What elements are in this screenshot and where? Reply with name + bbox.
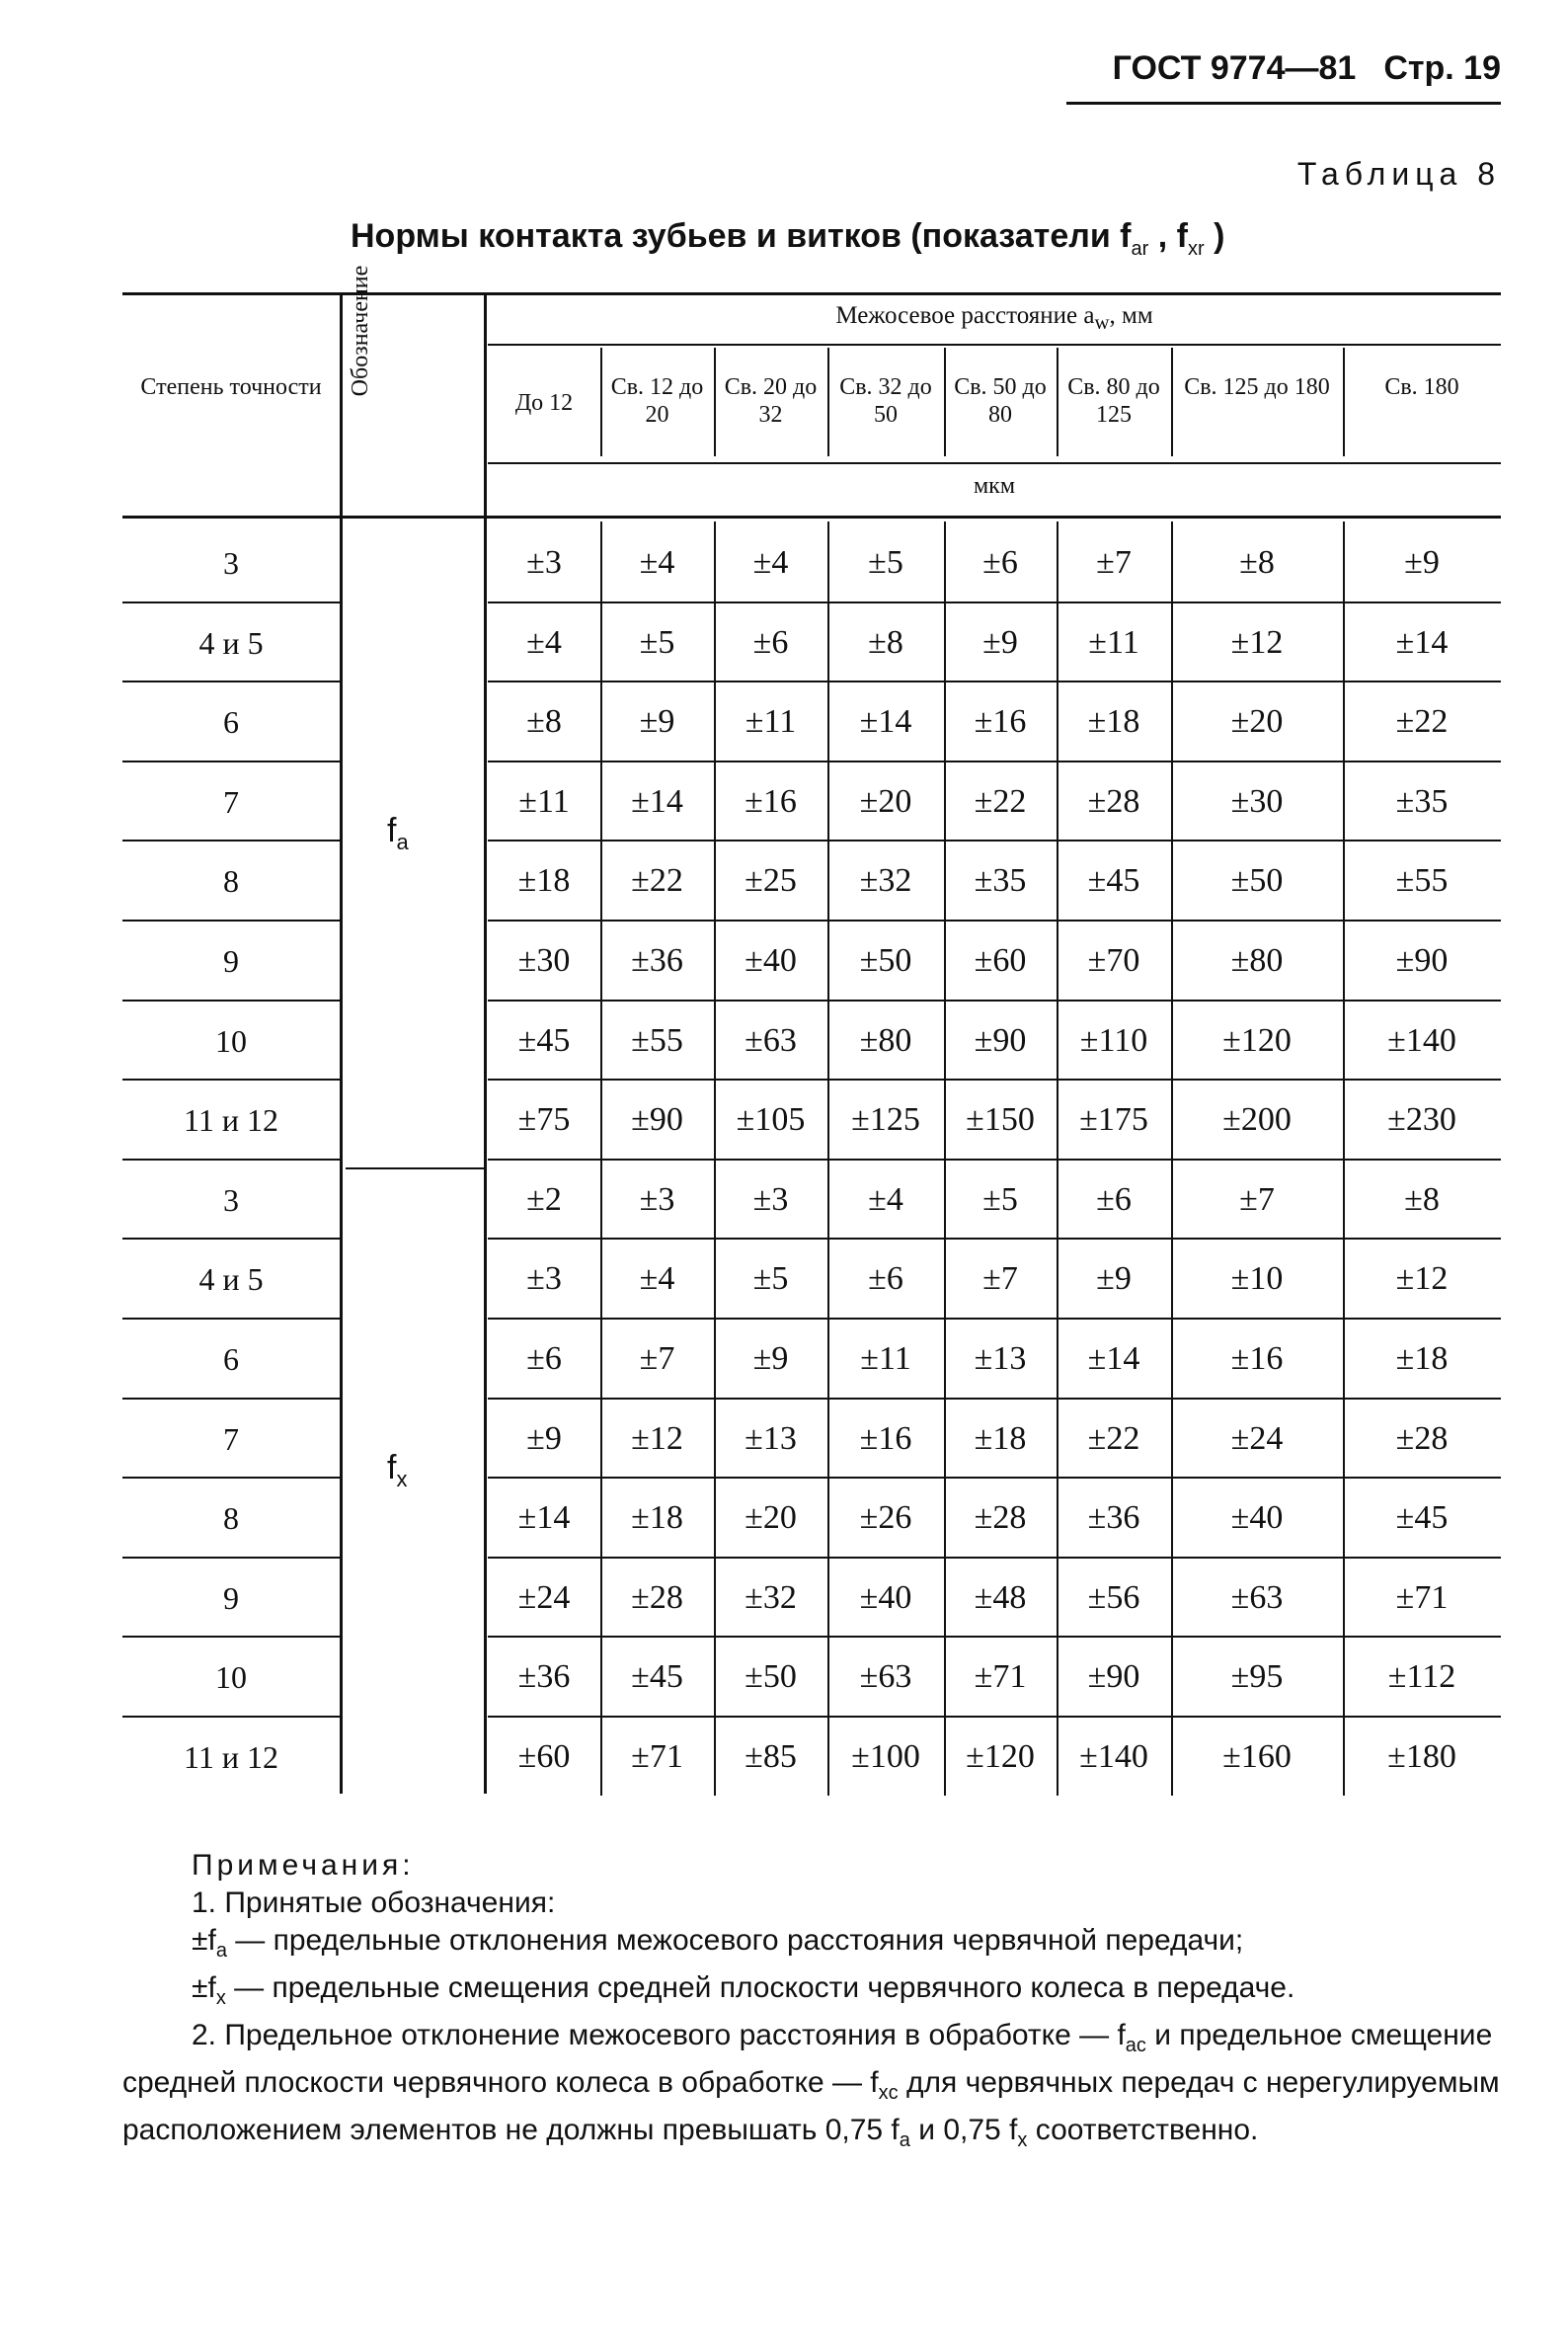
note-2-sub1: ac — [1125, 2035, 1146, 2056]
value-cell: ±14 — [1395, 623, 1449, 661]
page-number: Стр. 19 — [1383, 49, 1501, 87]
range-header: До 12 — [514, 390, 574, 416]
value-cell: ±36 — [631, 942, 683, 979]
note-1-a-sub: a — [215, 1940, 227, 1962]
value-cell: ±45 — [1087, 862, 1140, 900]
value-cell: ±112 — [1387, 1658, 1456, 1696]
value-cell: ±8 — [1239, 544, 1275, 581]
value-cell: ±25 — [745, 862, 797, 900]
value-cell: ±36 — [1087, 1499, 1140, 1537]
value-cell: ±90 — [631, 1101, 683, 1139]
value-cell: ±12 — [631, 1419, 683, 1457]
value-cell: ±160 — [1222, 1738, 1292, 1775]
value-cell: ±40 — [859, 1578, 912, 1616]
value-cell: ±100 — [851, 1738, 920, 1775]
page-header — [1066, 49, 1501, 105]
value-cell: ±70 — [1087, 942, 1140, 979]
range-header-separator — [1057, 348, 1058, 456]
value-cell: ±50 — [745, 1658, 797, 1696]
value-cell: ±28 — [631, 1578, 683, 1616]
unit-row-rule — [488, 462, 1501, 464]
value-cell: ±60 — [517, 1738, 571, 1775]
value-cell: ±18 — [517, 862, 571, 900]
value-cell: ±6 — [752, 623, 789, 661]
value-cell: ±140 — [1387, 1021, 1456, 1059]
vline-oboz — [484, 294, 487, 1794]
column-separator — [944, 521, 946, 1796]
degree-cell: 8 — [223, 1500, 239, 1537]
table-title-sep: , f — [1148, 217, 1188, 255]
degree-cell: 4 и 5 — [198, 624, 264, 661]
value-cell: ±55 — [1395, 862, 1449, 900]
value-cell: ±22 — [974, 782, 1027, 820]
value-cell: ±9 — [982, 623, 1018, 661]
value-cell: ±10 — [1230, 1260, 1284, 1298]
header-oboz: Обозначение — [348, 265, 373, 397]
value-cell: ±13 — [745, 1419, 797, 1457]
column-separator — [1057, 521, 1058, 1796]
value-cell: ±71 — [974, 1658, 1027, 1696]
value-cell: ±120 — [1222, 1021, 1292, 1059]
range-header: Св. 80 до 125 — [1067, 374, 1160, 428]
column-separator — [714, 521, 716, 1796]
value-cell: ±28 — [1395, 1419, 1449, 1457]
value-cell: ±7 — [1239, 1180, 1275, 1218]
note-2 — [122, 2017, 1501, 2159]
value-cell: ±28 — [974, 1499, 1027, 1537]
value-cell: ±90 — [1087, 1658, 1140, 1696]
value-cell: ±180 — [1387, 1738, 1456, 1775]
value-cell: ±45 — [1395, 1499, 1449, 1537]
table-title-end: ) — [1204, 217, 1225, 255]
note-2-part2: и предельное смещение средней плоскости червячного колеса в обработке — f — [122, 2019, 1493, 2099]
range-header-separator — [1171, 348, 1173, 456]
value-cell: ±8 — [1404, 1180, 1440, 1218]
header-mezhosevoe-text: Межосевое расстояние a — [835, 302, 1095, 329]
group-header-rule — [488, 344, 1501, 346]
note-1-x-text: — предельные смещения средней плоскости червячного колеса в передаче. — [225, 1971, 1295, 2004]
table-title-main: Нормы контакта зубьев и витков (показатели f — [351, 217, 1132, 255]
degree-cell: 9 — [223, 1579, 239, 1616]
notes-heading: Примечания: — [192, 1849, 415, 1882]
value-cell: ±71 — [631, 1738, 683, 1775]
value-cell: ±6 — [868, 1260, 903, 1298]
degree-cell: 9 — [223, 943, 239, 979]
value-cell: ±55 — [631, 1021, 683, 1059]
table-label: Таблица 8 — [1296, 156, 1501, 192]
value-cell: ±5 — [982, 1180, 1018, 1218]
note-1-x-sub: x — [215, 1987, 226, 2009]
standard-number: ГОСТ 9774—81 — [1112, 49, 1357, 87]
value-cell: ±16 — [859, 1419, 912, 1457]
group-symbol-sub: a — [396, 830, 409, 855]
value-cell: ±56 — [1087, 1578, 1140, 1616]
value-cell: ±45 — [517, 1021, 571, 1059]
value-cell: ±32 — [859, 862, 912, 900]
value-cell: ±14 — [859, 703, 912, 741]
value-cell: ±9 — [1404, 544, 1440, 581]
value-cell: ±63 — [745, 1021, 797, 1059]
value-cell: ±7 — [1096, 544, 1132, 581]
group-symbol — [387, 812, 409, 855]
range-header-separator — [714, 348, 716, 456]
note-2-sub4: x — [1017, 2129, 1028, 2151]
value-cell: ±60 — [974, 942, 1027, 979]
value-cell: ±63 — [859, 1658, 912, 1696]
value-cell: ±9 — [1096, 1260, 1132, 1298]
value-cell: ±5 — [752, 1260, 789, 1298]
note-2-part5: соответственно. — [1027, 2114, 1259, 2146]
degree-cell: 7 — [223, 1420, 239, 1457]
degree-cell: 6 — [223, 1341, 239, 1377]
degree-cell: 3 — [223, 545, 239, 581]
degree-cell: 7 — [223, 783, 239, 820]
header-mezhosevoe-unit: , мм — [1109, 302, 1153, 329]
note-2-sub2: xc — [878, 2082, 899, 2104]
value-cell: ±24 — [1230, 1419, 1284, 1457]
value-cell: ±14 — [631, 782, 683, 820]
value-cell: ±35 — [1395, 782, 1449, 820]
value-cell: ±32 — [745, 1578, 797, 1616]
note-2-sub3: a — [899, 2129, 910, 2151]
value-cell: ±18 — [974, 1419, 1027, 1457]
group-symbol-base: f — [387, 812, 397, 850]
value-cell: ±13 — [974, 1340, 1027, 1377]
value-cell: ±3 — [526, 544, 562, 581]
value-cell: ±230 — [1387, 1101, 1456, 1139]
value-cell: ±11 — [860, 1340, 911, 1377]
table-top-rule — [122, 292, 1501, 295]
value-cell: ±175 — [1079, 1101, 1148, 1139]
value-cell: ±22 — [631, 862, 683, 900]
value-cell: ±4 — [526, 623, 562, 661]
value-cell: ±3 — [752, 1180, 789, 1218]
value-cell: ±30 — [1230, 782, 1284, 820]
value-cell: ±11 — [745, 703, 797, 741]
value-cell: ±9 — [639, 703, 675, 741]
value-cell: ±120 — [966, 1738, 1035, 1775]
value-cell: ±85 — [745, 1738, 797, 1775]
range-header-separator — [1343, 348, 1345, 456]
value-cell: ±28 — [1087, 782, 1140, 820]
value-cell: ±5 — [639, 623, 675, 661]
value-cell: ±9 — [526, 1419, 562, 1457]
value-cell: ±50 — [859, 942, 912, 979]
vline-stepen — [340, 294, 343, 1794]
value-cell: ±12 — [1230, 623, 1284, 661]
value-cell: ±14 — [1087, 1340, 1140, 1377]
value-cell: ±11 — [518, 782, 570, 820]
range-header: Св. 20 до 32 — [724, 374, 818, 428]
value-cell: ±20 — [745, 1499, 797, 1537]
value-cell: ±200 — [1222, 1101, 1292, 1139]
value-cell: ±36 — [517, 1658, 571, 1696]
value-cell: ±110 — [1079, 1021, 1148, 1059]
value-cell: ±8 — [526, 703, 562, 741]
value-cell: ±90 — [974, 1021, 1027, 1059]
range-header-separator — [600, 348, 602, 456]
value-cell: ±16 — [745, 782, 797, 820]
value-cell: ±63 — [1230, 1578, 1284, 1616]
note-1-x-symbol: ±f — [192, 1971, 216, 2004]
value-cell: ±20 — [859, 782, 912, 820]
value-cell: ±18 — [1087, 703, 1140, 741]
value-cell: ±7 — [639, 1340, 675, 1377]
degree-cell: 10 — [215, 1659, 247, 1696]
value-cell: ±35 — [974, 862, 1027, 900]
value-cell: ±140 — [1079, 1738, 1148, 1775]
value-cell: ±80 — [1230, 942, 1284, 979]
range-header: Св. 32 до 50 — [839, 374, 932, 428]
value-cell: ±4 — [868, 1180, 903, 1218]
value-cell: ±8 — [868, 623, 903, 661]
value-cell: ±95 — [1230, 1658, 1284, 1696]
note-1-a — [122, 1922, 1501, 1969]
value-cell: ±9 — [752, 1340, 789, 1377]
value-cell: ±2 — [526, 1180, 562, 1218]
header-stepen: Степень точности — [140, 374, 322, 400]
value-cell: ±71 — [1395, 1578, 1449, 1616]
note-2-part4: и 0,75 f — [909, 2114, 1018, 2146]
column-separator — [600, 521, 602, 1796]
value-cell: ±16 — [974, 703, 1027, 741]
value-cell: ±6 — [1096, 1180, 1132, 1218]
note-1-x — [122, 1969, 1501, 2017]
note-2-part3: для червячных передач с нерегулируемым расположением элементов не должны превышать 0,75 f — [122, 2066, 1500, 2146]
value-cell: ±26 — [859, 1499, 912, 1537]
header-mkm: мкм — [973, 473, 1016, 499]
value-cell: ±24 — [517, 1578, 571, 1616]
value-cell: ±6 — [526, 1340, 562, 1377]
value-cell: ±18 — [1395, 1340, 1449, 1377]
value-cell: ±7 — [982, 1260, 1018, 1298]
symbol-group-divider — [346, 1167, 484, 1169]
table-title-sub2: xr — [1187, 237, 1205, 260]
value-cell: ±22 — [1395, 703, 1449, 741]
value-cell: ±6 — [982, 544, 1018, 581]
value-cell: ±11 — [1088, 623, 1139, 661]
value-cell: ±22 — [1087, 1419, 1140, 1457]
degree-cell: 4 и 5 — [198, 1261, 264, 1298]
column-separator — [1171, 521, 1173, 1796]
note-1-title: 1. Принятые обозначения: — [192, 1886, 556, 1919]
value-cell: ±45 — [631, 1658, 683, 1696]
value-cell: ±5 — [868, 544, 903, 581]
value-cell: ±12 — [1395, 1260, 1449, 1298]
value-cell: ±40 — [1230, 1499, 1284, 1537]
value-cell: ±4 — [639, 1260, 675, 1298]
range-header: Св. 12 до 20 — [610, 374, 704, 428]
value-cell: ±20 — [1230, 703, 1284, 741]
group-symbol-base: f — [387, 1449, 397, 1487]
value-cell: ±3 — [639, 1180, 675, 1218]
value-cell: ±18 — [631, 1499, 683, 1537]
note-1-a-text: — предельные отклонения межосевого расстояния червячной передачи; — [226, 1924, 1244, 1957]
range-header-separator — [827, 348, 829, 456]
value-cell: ±90 — [1395, 942, 1449, 979]
value-cell: ±4 — [639, 544, 675, 581]
value-cell: ±14 — [517, 1499, 571, 1537]
group-symbol-sub: x — [396, 1466, 408, 1491]
column-separator — [1343, 521, 1345, 1796]
header-mezhosevoe-sub: w — [1094, 310, 1110, 334]
value-cell: ±30 — [517, 942, 571, 979]
table-title-sub1: ar — [1131, 237, 1149, 260]
degree-cell: 11 и 12 — [184, 1102, 278, 1139]
value-cell: ±50 — [1230, 862, 1284, 900]
degree-cell: 6 — [223, 704, 239, 741]
table-header-rule — [122, 516, 1501, 519]
value-cell: ±40 — [745, 942, 797, 979]
degree-cell: 3 — [223, 1181, 239, 1218]
value-cell: ±150 — [966, 1101, 1035, 1139]
value-cell: ±125 — [851, 1101, 920, 1139]
column-separator — [827, 521, 829, 1796]
note-1-a-symbol: ±f — [192, 1924, 216, 1957]
range-header: Св. 180 — [1384, 374, 1459, 400]
header-mezhosevoe — [488, 302, 1501, 336]
value-cell: ±48 — [974, 1578, 1027, 1616]
value-cell: ±4 — [752, 544, 789, 581]
range-header-separator — [944, 348, 946, 456]
value-cell: ±16 — [1230, 1340, 1284, 1377]
degree-cell: 10 — [215, 1022, 247, 1059]
note-2-part1: 2. Предельное отклонение межосевого расстояния в обработке — f — [192, 2019, 1126, 2051]
range-header: Св. 50 до 80 — [954, 374, 1047, 428]
table-title — [351, 217, 1338, 261]
value-cell: ±80 — [859, 1021, 912, 1059]
range-header: Св. 125 до 180 — [1184, 374, 1330, 400]
value-cell: ±105 — [736, 1101, 806, 1139]
group-symbol — [387, 1449, 407, 1492]
degree-cell: 8 — [223, 863, 239, 900]
notes — [122, 1847, 1501, 2159]
value-cell: ±3 — [526, 1260, 562, 1298]
degree-cell: 11 и 12 — [184, 1739, 278, 1775]
value-cell: ±75 — [517, 1101, 571, 1139]
